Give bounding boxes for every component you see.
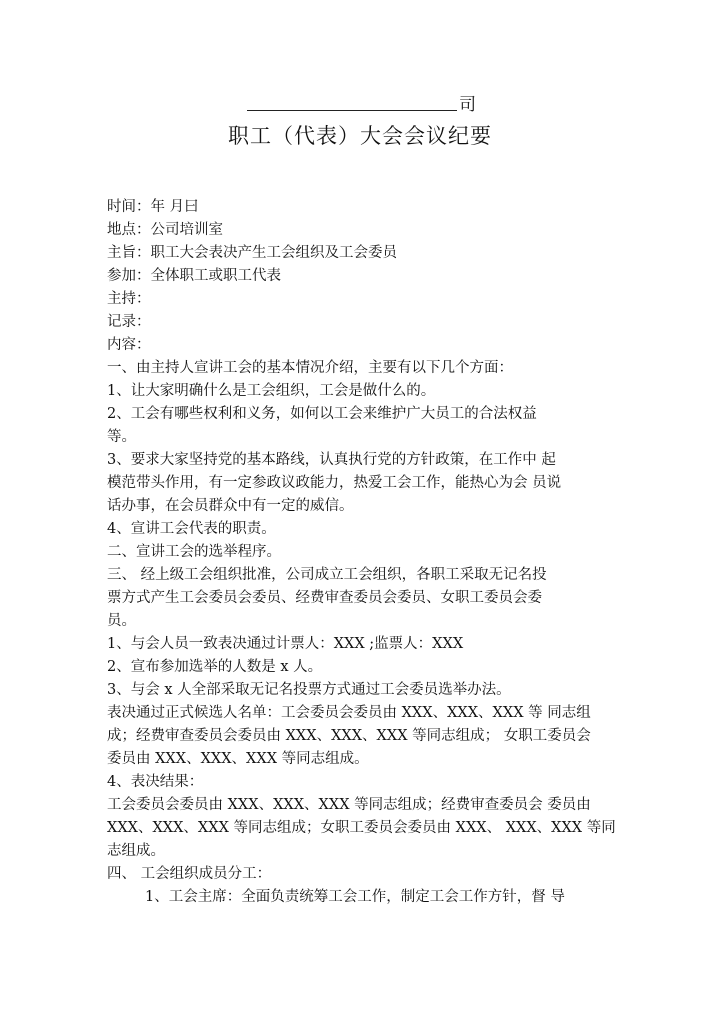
section-one-item-2-cont: 等。 bbox=[107, 429, 136, 445]
section-three-heading: 三、 经上级工会组织批准，公司成立工会组织，各职工采取无记名投 bbox=[107, 567, 547, 583]
section-one-item-2: 2、工会有哪些权利和义务，如何以工会来维护广大员工的合法权益 bbox=[107, 406, 537, 422]
meeting-purpose: 主旨：职工大会表决产生工会组织及工会委员 bbox=[107, 245, 397, 261]
content-heading: 内容： bbox=[107, 337, 151, 353]
section-three-cont: 员。 bbox=[107, 613, 136, 629]
vote-result-cont: XXX、XXX、XXX 等同志组成；女职工委员会委员由 XXX、 XXX、XXX 等同 bbox=[107, 820, 616, 836]
section-three-item-4: 4、表决结果： bbox=[107, 774, 204, 790]
section-one-item-1: 1、让大家明确什么是工会组织，工会是做什么的。 bbox=[107, 383, 436, 399]
candidate-list-cont: 委员由 XXX、XXX、XXX 等同志组成。 bbox=[107, 751, 369, 767]
document-title: 职工（代表）大会会议纪要 bbox=[228, 124, 492, 148]
meeting-location: 地点：公司培训室 bbox=[107, 222, 223, 238]
section-one-item-3: 3、要求大家坚持党的基本路线，认真执行党的方针政策，在工作中 起 bbox=[107, 452, 556, 468]
section-two-heading: 二、宣讲工会的选举程序。 bbox=[107, 544, 281, 560]
section-three-item-2: 2、宣布参加选举的人数是 x 人。 bbox=[107, 659, 323, 675]
meeting-time: 时间：年 月曰 bbox=[107, 199, 199, 215]
section-four-item-1: 1、工会主席：全面负责统筹工会工作，制定工会工作方针，督 导 bbox=[145, 889, 565, 905]
vote-result-cont: 志组成。 bbox=[107, 843, 165, 859]
company-name-blank-line bbox=[247, 110, 457, 111]
company-suffix: 司 bbox=[459, 95, 476, 115]
meeting-recorder: 记录： bbox=[107, 314, 151, 330]
section-one-heading: 一、由主持人宣讲工会的基本情况介绍，主要有以下几个方面： bbox=[107, 360, 513, 376]
vote-result: 工会委员会委员由 XXX、XXX、XXX 等同志组成；经费审查委员会 委员由 bbox=[107, 797, 591, 813]
section-one-item-3-cont: 模范带头作用，有一定参政议政能力，热爱工会工作，能热心为会 员说 bbox=[107, 475, 562, 491]
meeting-host: 主持： bbox=[107, 291, 151, 307]
meeting-attendees: 参加：全体职工或职工代表 bbox=[107, 268, 281, 284]
section-three-item-1: 1、与会人员一致表决通过计票人：XXX ;监票人：XXX bbox=[107, 636, 464, 652]
section-four-heading: 四、 工会组织成员分工： bbox=[107, 866, 272, 882]
candidate-list-cont: 成；经费审查委员会委员由 XXX、XXX、XXX 等同志组成； 女职工委员会 bbox=[107, 728, 591, 744]
section-one-item-4: 4、宣讲工会代表的职责。 bbox=[107, 521, 276, 537]
company-name-field bbox=[247, 88, 476, 115]
section-one-item-3-cont: 话办事，在会员群众中有一定的威信。 bbox=[107, 498, 354, 514]
section-three-item-3: 3、与会 x 人全部采取无记名投票方式通过工会委员选举办法。 bbox=[107, 682, 511, 698]
candidate-list: 表决通过正式候选人名单：工会委员会委员由 XXX、XXX、XXX 等 同志组 bbox=[107, 705, 591, 721]
section-three-cont: 票方式产生工会委员会委员、经费审查委员会委员、女职工委员会委 bbox=[107, 590, 542, 606]
